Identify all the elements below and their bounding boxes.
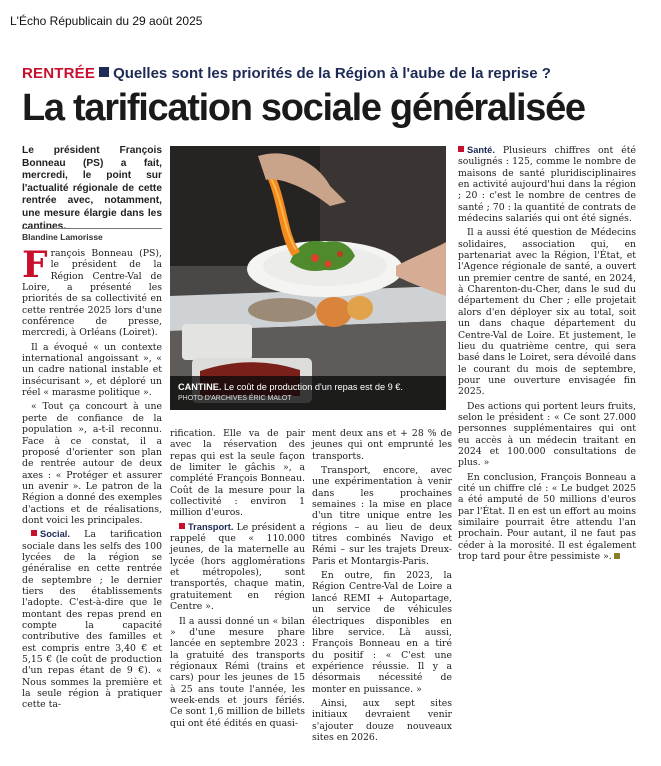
canteen-photo — [170, 146, 446, 410]
caption-text: Le coût de production d'un repas est de 9 €. — [221, 382, 403, 392]
section-bullet-icon — [458, 146, 464, 152]
paragraph-transport: Transport. Le président a rappelé que « 110.000 jeunes, de la maternelle au lycée (hors agglomérations et métropoles), sont transportés, chaque matin, gratuitement en région Centre ». — [170, 521, 305, 613]
photo-credit: PHOTO D'ARCHIVES ÉRIC MALOT — [178, 395, 292, 402]
body-column-1 — [22, 244, 162, 714]
section-label-transport: Transport. — [188, 521, 234, 532]
paragraph: ment deux ans et + 28 % de jeunes qui ont emprunté les transports. — [312, 428, 452, 462]
end-mark-icon — [614, 553, 620, 559]
paragraph: Il a aussi été question de Médecins solidaires, association qui, en partenariat avec la Région, l'État, et l'Agence régionale de santé, a ouvert un premier centre de santé, en 2024, à Charenton-du-Cher, dans le sud du département du Cher ; elle projetait alors d'en déployer six au total, soit un dans chaque département du Centre-Val de Loire. Et justement, le lieu du quatrième centre, qui sera basé dans le Loiret, sera dévoilé dans le courant du mois de septembre, pour une ouverture envisagée fin 2025. — [458, 227, 636, 398]
caption-label: CANTINE. — [178, 382, 222, 392]
paragraph-intro: François Bonneau (PS), le président de la Région Centre-Val de Loire, a présenté les priorités de sa collectivité en cette rentrée 2025 lors d'une conférence de presse, mercredi, à Orléans (Loiret). — [22, 244, 162, 339]
paragraph: Il a aussi donné un « bilan » d'une mesure phare lancée en septembre 2023 : la gratuité des transports régionaux Rémi (trains et cars) pour les jeunes de 15 à 25 ans toute l'année, les week-ends et jours fériés. Ce sont 1,6 million de billets qui ont été édités en quasi- — [170, 615, 305, 729]
paragraph: Ainsi, aux sept sites initiaux devraient venir s'ajouter douze nouveaux sites en 2026. — [312, 697, 452, 743]
body-column-4 — [458, 145, 636, 565]
source-line: L'Écho Républicain du 29 août 2025 — [10, 14, 203, 28]
body-column-3 — [312, 428, 452, 746]
square-bullet-icon — [99, 67, 109, 77]
paragraph: Transport, encore, avec une expérimentation à venir dans les prochaines semaines : la mise en place d'un titre unique entre les régions – au lieu de deux titres combinés Navigo et Rémi – sur les trajets Dreux-Paris et Montargis-Paris. — [312, 465, 452, 567]
paragraph: rification. Elle va de pair avec la réservation des repas qui est la seule façon de limiter le gâchis », a complété François Bonneau. Coût de la mesure pour la collectivité : environ 1 million d'euros. — [170, 428, 305, 519]
paragraph: En outre, fin 2023, la Région Centre-Val de Loire a lancé REMI + Autopartage, un service de véhicules électriques disponibles en libre service. Là aussi, François Bonneau en a tiré du positif : « C'est une expérience réussie. Il y a désormais nécessité de monter en puissance. » — [312, 570, 452, 695]
drop-cap: F — [22, 244, 48, 286]
kicker — [22, 65, 641, 82]
author-byline: Blandine Lamorisse — [22, 228, 162, 242]
headline: La tarification sociale généralisée — [22, 87, 585, 129]
section-label-sante: Santé. — [467, 145, 495, 155]
photo-caption — [178, 382, 440, 393]
kicker-rubric: RENTRÉE — [22, 65, 96, 82]
paragraph-sante: Santé. Plusieurs chiffres ont été soulignés : 125, comme le nombre de maisons de santé pluridisciplinaires en activité aujourd'hui dans la région ; 20 : c'est le nombre de centres de santé ; 70 : la quantité de contrats de médecins salariés qui ont été signés. — [458, 145, 636, 225]
chapo: Le président François Bonneau (PS) a fait, mercredi, le point sur l'actualité régionale de cette rentrée avec, notamment, une mesure élargie dans les cantines. — [22, 145, 162, 232]
paragraph-conclusion: En conclusion, François Bonneau a cité un chiffre clé : « Le budget 2025 a été amputé de 50 millions d'euros par l'État. Il en est un effort au moins similaire pourrait être attendu l'an prochain. Pour autant, il ne faut pas céder à la morosité. Il est également trop tard pour être pessimiste ». — [458, 471, 636, 563]
paragraph: Des actions qui portent leurs fruits, selon le président : « Ce sont 27.000 personnes supplémentaires qui ont eu accès à un médecin traitant en 2024 et 100.000 consultations de plus. » — [458, 400, 636, 469]
section-label-social: Social. — [40, 529, 70, 540]
paragraph: « Tout ça concourt à une perte de confiance de la population », a-t-il reconnu. Face à ce constat, il a proposé d'orienter son plan de rentrée autour de deux axes : « Protéger et assurer un avenir ». Le patron de la Région a donné des exemples d'actions et de réalisations, dont voici les principales. — [22, 401, 162, 526]
body-column-2 — [170, 428, 305, 732]
canteen-photo-illustration — [170, 146, 446, 410]
paragraph: Il a évoqué « un contexte international angoissant », « un cadre national instable et insécurisant », et déploré un réel « marasme politique ». — [22, 341, 162, 399]
section-bullet-icon — [31, 530, 37, 536]
kicker-question: Quelles sont les priorités de la Région à l'aube de la reprise ? — [113, 65, 551, 82]
paragraph-social: Social. La tarification sociale dans les selfs des 100 lycées de la région se généralise en cette rentrée de septembre ; le dernier tiers des établissements l'adopte. C'est-à-dire que le montant des repas prend en compte la capacité contributive des familles et est compris entre 3,40 € et 5,15 € (le coût de production d'un repas étant de 9 €). « Nous sommes la première et la seule région à pratiquer cette ta- — [22, 529, 162, 711]
photo-caption-bar — [170, 376, 446, 410]
section-bullet-icon — [179, 523, 185, 529]
